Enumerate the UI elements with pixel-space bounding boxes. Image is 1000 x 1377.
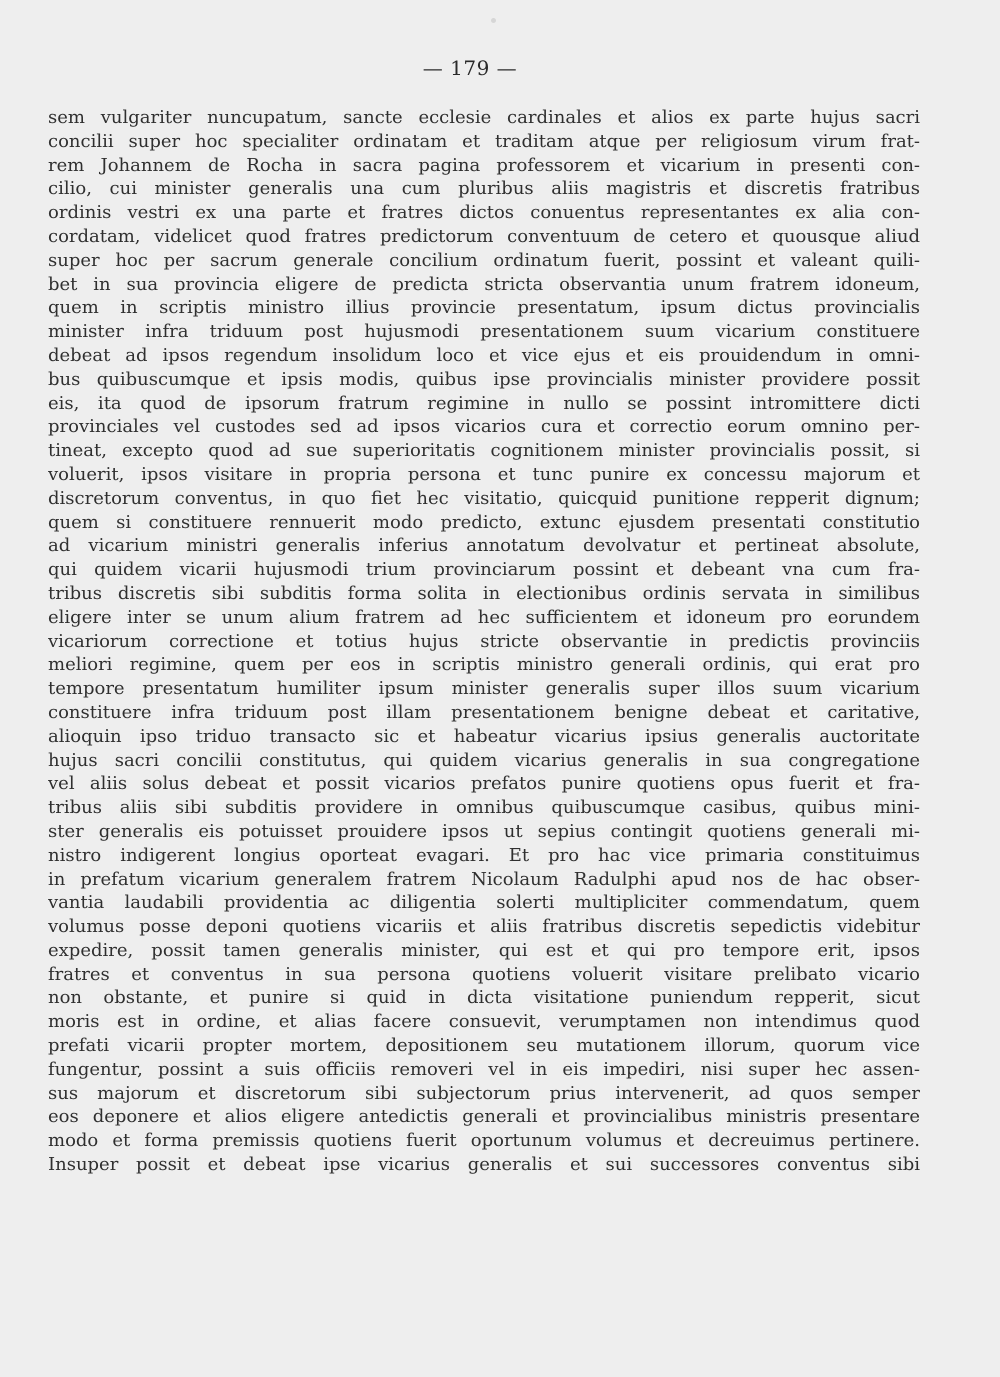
- text-line: cilio, cui minister generalis una cum pluribus aliis magistris et discretis fratribus: [48, 178, 920, 200]
- text-line: quem in scriptis ministro illius provincie presentatum, ipsum dictus provincialis: [48, 297, 920, 319]
- text-line: meliori regimine, quem per eos in scriptis ministro generali ordinis, qui erat pro: [48, 654, 920, 676]
- text-line: concilii super hoc specialiter ordinatam et traditam atque per religiosum virum frat-: [48, 130, 920, 152]
- text-line: hujus sacri concilii constitutus, qui quidem vicarius generalis in sua congregatione: [48, 749, 920, 771]
- text-line: vantia laudabili providentia ac diligentia solerti multipliciter commendatum, quem: [48, 892, 920, 914]
- text-line: bus quibuscumque et ipsis modis, quibus ipse provincialis minister providere possit: [48, 368, 920, 390]
- text-line: super hoc per sacrum generale concilium ordinatum fuerit, possint et valeant quili-: [48, 249, 920, 271]
- text-line: voluerit, ipsos visitare in propria persona et tunc punire ex concessu majorum et: [48, 463, 920, 485]
- text-line: tribus aliis sibi subditis providere in omnibus quibuscumque casibus, quibus mini-: [48, 797, 920, 819]
- paper-speck: [491, 18, 496, 23]
- text-line: qui quidem vicarii hujusmodi trium provinciarum possint et debeant vna cum fra-: [48, 559, 920, 581]
- text-line: ad vicarium ministri generalis inferius annotatum devolvatur et pertineat absolute,: [48, 535, 920, 557]
- text-line: minister infra triduum post hujusmodi presentationem suum vicarium constituere: [48, 321, 920, 343]
- text-line: Insuper possit et debeat ipse vicarius generalis et sui successores conventus sibi: [48, 1154, 920, 1176]
- text-line: vel aliis solus debeat et possit vicarios prefatos punire quotiens opus fuerit et fra-: [48, 773, 920, 795]
- text-line: eos deponere et alios eligere antedictis generali et provincialibus ministris presentare: [48, 1106, 920, 1128]
- text-line: fratres et conventus in sua persona quotiens voluerit visitare prelibato vicario: [48, 963, 920, 985]
- body-text: [48, 106, 920, 1177]
- text-line: prefati vicarii propter mortem, depositionem seu mutationem illorum, quorum vice: [48, 1035, 920, 1057]
- text-line: tempore presentatum humiliter ipsum minister generalis super illos suum vicarium: [48, 678, 920, 700]
- text-line: discretorum conventus, in quo fiet hec visitatio, quicquid punitione repperit dignum;: [48, 487, 920, 509]
- text-line: non obstante, et punire si quid in dicta visitatione puniendum repperit, sicut: [48, 987, 920, 1009]
- text-line: eligere inter se unum alium fratrem ad hec sufficientem et idoneum pro eorundem: [48, 606, 920, 628]
- text-line: constituere infra triduum post illam presentationem benigne debeat et caritative,: [48, 701, 920, 723]
- text-line: in prefatum vicarium generalem fratrem Nicolaum Radulphi apud nos de hac obser-: [48, 868, 920, 890]
- text-line: nistro indigerent longius oporteat evagari. Et pro hac vice primaria constituimus: [48, 844, 920, 866]
- text-line: debeat ad ipsos regendum insolidum loco et vice ejus et eis prouidendum in omni-: [48, 344, 920, 366]
- text-line: ster generalis eis potuisset prouidere ipsos ut sepius contingit quotiens generali mi-: [48, 820, 920, 842]
- text-line: sus majorum et discretorum sibi subjectorum prius intervenerit, ad quos semper: [48, 1082, 920, 1104]
- text-line: rem Johannem de Rocha in sacra pagina professorem et vicarium in presenti con-: [48, 154, 920, 176]
- text-line: volumus posse deponi quotiens vicariis et aliis fratribus discretis sepedictis videbitur: [48, 916, 920, 938]
- text-line: cordatam, videlicet quod fratres predictorum conventuum de cetero et quousque aliud: [48, 225, 920, 247]
- text-line: provinciales vel custodes sed ad ipsos vicarios cura et correctio eorum omnino per-: [48, 416, 920, 438]
- text-line: expedire, possit tamen generalis minister, qui est et qui pro tempore erit, ipsos: [48, 939, 920, 961]
- page-number: — 179 —: [422, 56, 518, 80]
- text-line: eis, ita quod de ipsorum fratrum regimine in nullo se possint intromittere dicti: [48, 392, 920, 414]
- text-line: fungentur, possint a suis officiis removeri vel in eis impediri, nisi super hec assen-: [48, 1058, 920, 1080]
- text-line: vicariorum correctione et totius hujus stricte observantie in predictis provinciis: [48, 630, 920, 652]
- text-line: tineat, excepto quod ad sue superioritatis cognitionem minister provincialis possit, si: [48, 440, 920, 462]
- text-line: tribus discretis sibi subditis forma solita in electionibus ordinis servata in similibus: [48, 582, 920, 604]
- text-line: quem si constituere rennuerit modo predicto, extunc ejusdem presentati constitutio: [48, 511, 920, 533]
- text-line: alioquin ipso triduo transacto sic et habeatur vicarius ipsius generalis auctoritate: [48, 725, 920, 747]
- text-line: modo et forma premissis quotiens fuerit oportunum volumus et decreuimus pertinere.: [48, 1130, 920, 1152]
- text-line: sem vulgariter nuncupatum, sancte ecclesie cardinales et alios ex parte hujus sacri: [48, 107, 920, 128]
- text-line: ordinis vestri ex una parte et fratres dictos conuentus representantes ex alia con-: [48, 202, 920, 224]
- text-line: moris est in ordine, et alias facere consuevit, verumptamen non intendimus quod: [48, 1011, 920, 1033]
- text-line: bet in sua provincia eligere de predicta stricta observantia unum fratrem idoneum,: [48, 273, 920, 295]
